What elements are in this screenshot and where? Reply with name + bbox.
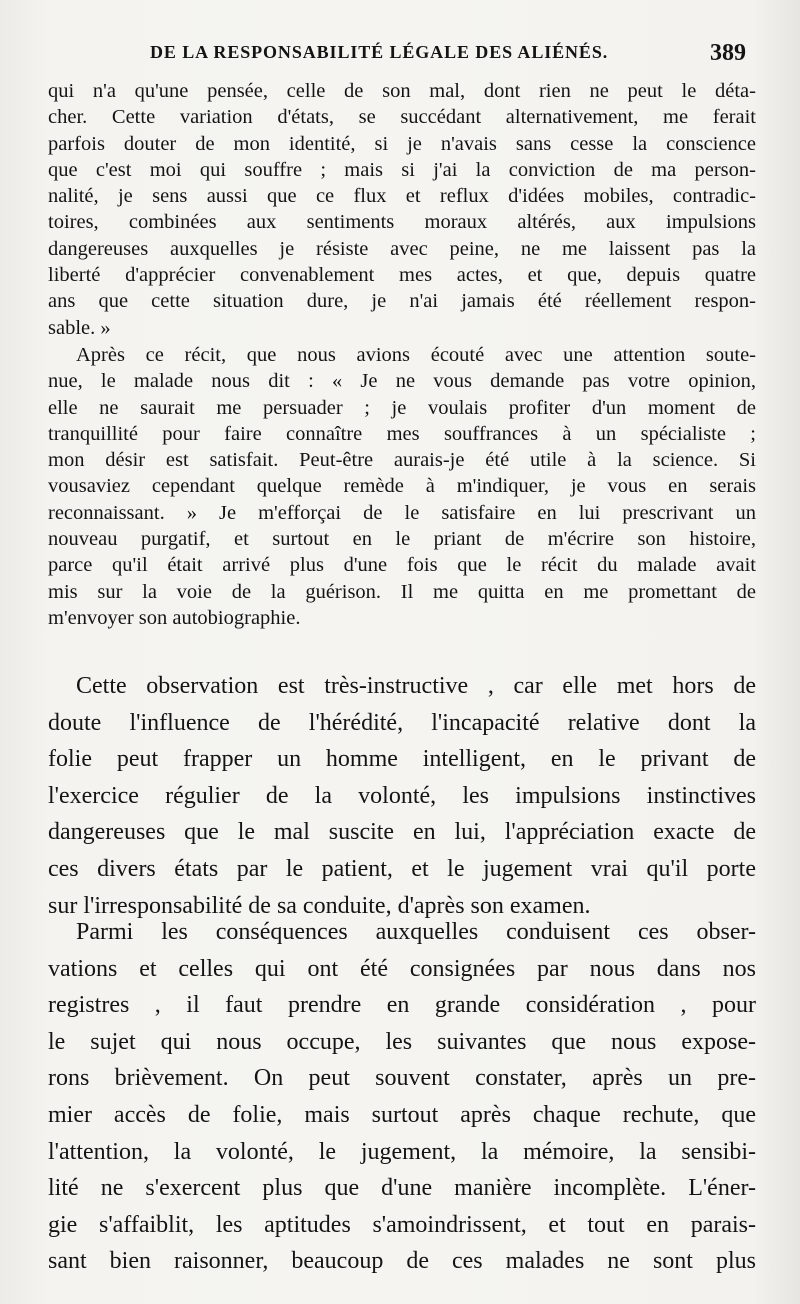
text-line: le sujet qui nous occupe, les suivantes que nous expose-	[48, 1028, 756, 1055]
text-line: elle ne saurait me persuader ; je voulais profiter d'un moment de	[48, 396, 756, 419]
text-line: qui n'a qu'une pensée, celle de son mal, dont rien ne peut le déta-	[48, 80, 756, 102]
text-line: nalité, je sens aussi que ce flux et reflux d'idées mobiles, contradic-	[48, 185, 756, 208]
text-line: ans que cette situation dure, je n'ai jamais été réellement respon-	[48, 290, 756, 313]
text-line: cher. Cette variation d'états, se succédant alternativement, me ferait	[48, 106, 756, 129]
text-line: Parmi les conséquences auxquelles conduisent ces obser-	[76, 919, 756, 945]
text-line: vations et celles qui ont été consignées par nous dans nos	[48, 955, 756, 982]
paragraph-observation	[48, 668, 756, 924]
text-line: dangereuses auxquelles je résiste avec peine, ne me laissent pas la	[48, 237, 756, 260]
text-line: l'attention, la volonté, le jugement, la mémoire, la sensibi-	[48, 1138, 756, 1165]
text-line: sant bien raisonner, beaucoup de ces malades ne sont plus	[48, 1248, 756, 1275]
text-line: m'envoyer son autobiographie.	[48, 606, 301, 629]
text-line: parce qu'il était arrivé plus d'une fois que le récit du malade avait	[48, 554, 756, 577]
text-line: ces divers états par le patient, et le jugement vrai qu'il porte	[48, 855, 756, 882]
text-line: registres , il faut prendre en grande considération , pour	[48, 992, 756, 1019]
quote-continuation	[48, 78, 756, 341]
text-line: vousaviez cependant quelque remède à m'indiquer, je vous en serais	[48, 475, 756, 498]
text-line: que c'est moi qui souffre ; mais si j'ai la conviction de ma person-	[48, 158, 756, 181]
text-line: nue, le malade nous dit : « Je ne vous demande pas votre opinion,	[48, 370, 756, 393]
text-line: rons brièvement. On peut souvent constater, après un pre-	[48, 1065, 756, 1092]
text-line: liberté d'apprécier convenablement mes actes, et que, depuis quatre	[48, 264, 756, 287]
paragraph-parmi	[48, 914, 756, 1280]
running-title: DE LA RESPONSABILITÉ LÉGALE DES ALIÉNÉS.	[150, 42, 609, 62]
page-number: 389	[710, 40, 746, 66]
text-line: parfois douter de mon identité, si je n'avais sans cesse la conscience	[48, 132, 756, 155]
text-line: toires, combinées aux sentiments moraux altérés, aux impulsions	[48, 211, 756, 234]
text-line: gie s'affaiblit, les aptitudes s'amoindrissent, et tout en parais-	[48, 1211, 756, 1238]
text-line: doute l'influence de l'hérédité, l'incapacité relative dont la	[48, 709, 756, 736]
text-line: Après ce récit, que nous avions écouté avec une attention soute-	[76, 344, 756, 366]
text-line: Cette observation est très-instructive , car elle met hors de	[76, 673, 756, 699]
text-line: reconnaissant. » Je m'efforçai de le satisfaire en lui prescrivant un	[48, 501, 756, 524]
text-line: sable. »	[48, 316, 111, 339]
text-line: mon désir est satisfait. Peut-être aurais-je été utile à la science. Si	[48, 449, 756, 472]
paragraph-recit	[48, 342, 756, 631]
text-line: tranquillité pour faire connaître mes souffrances à un spécialiste ;	[48, 422, 756, 445]
text-line: sur l'irresponsabilité de sa conduite, d'après son examen.	[48, 892, 591, 919]
text-line: lité ne s'exercent plus que d'une manière incomplète. L'éner-	[48, 1175, 756, 1202]
text-line: nouveau purgatif, et surtout en le priant de m'écrire son histoire,	[48, 528, 756, 551]
text-line: mis sur la voie de la guérison. Il me quitta en me promettant de	[48, 580, 756, 603]
text-line: folie peut frapper un homme intelligent, en le privant de	[48, 746, 756, 773]
running-header	[0, 38, 800, 68]
text-line: mier accès de folie, mais surtout après chaque rechute, que	[48, 1101, 756, 1128]
text-line: l'exercice régulier de la volonté, les impulsions instinctives	[48, 782, 756, 809]
text-line: dangereuses que le mal suscite en lui, l'appréciation exacte de	[48, 819, 756, 846]
